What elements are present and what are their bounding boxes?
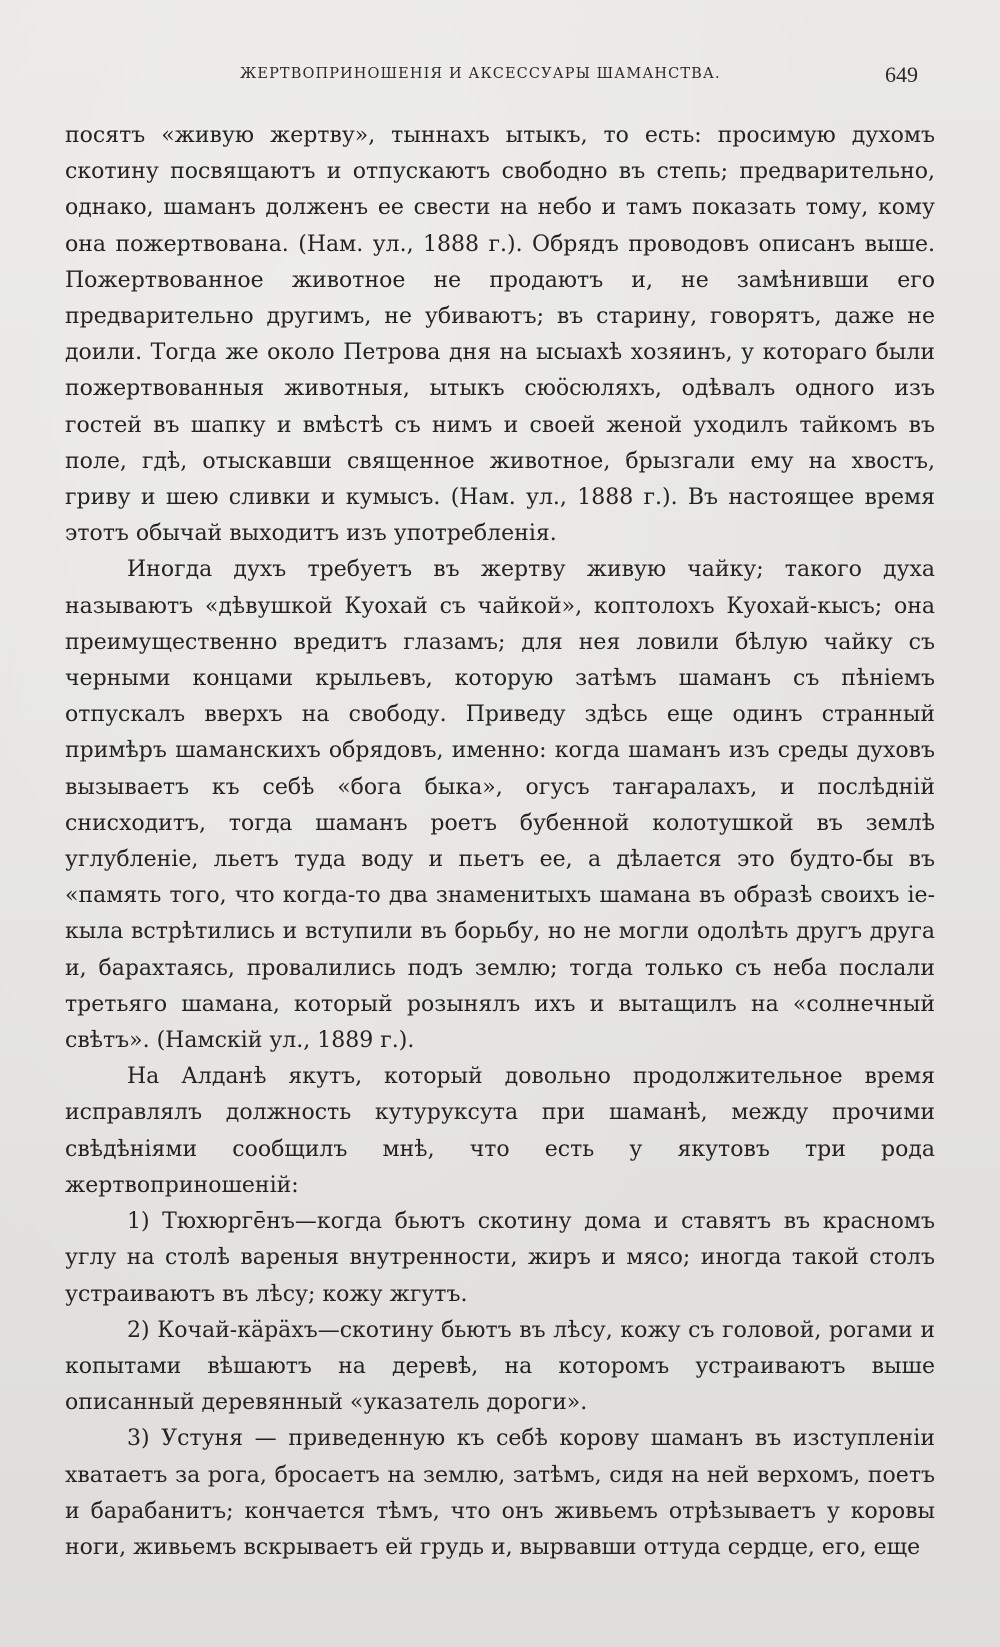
body-text xyxy=(65,118,935,1566)
list-item-3: 3) Устуня — приведенную къ себѣ корову шаманъ въ изступленіи хватаетъ за рога, бросаетъ на землю, затѣмъ, сидя на ней верхомъ, поетъ и барабанитъ; кончается тѣмъ, что онъ живьемъ отрѣзываетъ у коровы ноги, живьемъ вскрываетъ ей грудь и, вырвавши оттуда сердце, его, еще xyxy=(65,1426,935,1560)
paragraph-1: посятъ «живую жертву», тыннахъ ытыкъ, то есть: просимую духомъ скотину посвящаютъ и отпускаютъ свободно въ степь; предварительно, однако, шаманъ долженъ ее свести на небо и тамъ показать тому, кому она пожертвована. (Нам. ул., 1888 г.). Обрядъ проводовъ описанъ выше. Пожертвованное животное не продаютъ и, не замѣнивши его предварительно другимъ, не убиваютъ; въ старину, говорятъ, даже не доили. Тогда же около Петрова дня на ысыахѣ хозяинъ, у котораго были пожертвованныя животныя, ытыкъ сюöсюляхъ, одѣвалъ одного изъ гостей въ шапку и вмѣстѣ съ нимъ и своей женой уходилъ тайкомъ въ поле, гдѣ, отыскавши священное животное, брызгали ему на хвостъ, гриву и шею сливки и кумысъ. (Нам. ул., 1888 г.). Въ настоящее время этотъ обычай выходитъ изъ употребленія. xyxy=(65,123,935,547)
page-number: 649 xyxy=(885,62,918,87)
paragraph-2: Иногда духъ требуетъ въ жертву живую чайку; такого духа называютъ «дѣвушкой Куохай съ чайкой», коптолохъ Куохай-кысъ; она преимущественно вредитъ глазамъ; для нея ловили бѣлую чайку съ черными концами крыльевъ, которую затѣмъ шаманъ съ пѣніемъ отпускалъ вверхъ на свободу. Приведу здѣсь еще одинъ странный примѣръ шаманскихъ обрядовъ, именно: когда шаманъ изъ среды духовъ вызываетъ къ себѣ «бога быка», огусъ таҥаралахъ, и послѣдній снисходитъ, тогда шаманъ роетъ бубенной колотушкой въ землѣ углубленіе, льетъ туда воду и пьетъ ее, а дѣлается это будто-бы въ «память того, что когда-то два знаменитыхъ шамана въ образѣ своихъ іе-кыла встрѣтились и вступили въ борьбу, но не могли одолѣть другъ друга и, барахтаясь, провалились подъ землю; тогда только съ неба послали третьяго шамана, который розынялъ ихъ и вытащилъ на «солнечный свѣтъ». (Намскій ул., 1889 г.). xyxy=(65,557,935,1054)
running-title: ЖЕРТВОПРИНОШЕНІЯ И АКСЕССУАРЫ ШАМАНСТВА. xyxy=(240,66,721,82)
list-item-2: 2) Кочай-кäрäхъ—скотину бьютъ въ лѣсу, кожу съ головой, рогами и копытами вѣшаютъ на деревѣ, на которомъ устраиваютъ выше описанный деревянный «указатель дороги». xyxy=(65,1317,935,1416)
paragraph-3: На Алданѣ якутъ, который довольно продолжительное время исправлялъ должность кутуруксута при шаманѣ, между прочими свѣдѣніями сообщилъ мнѣ, что есть у якутовъ три рода жертвоприношеній: xyxy=(65,1064,935,1198)
page-header xyxy=(0,62,1000,96)
list-item-1: 1) Тюхюргēнъ—когда бьютъ скотину дома и ставятъ въ красномъ углу на столѣ вареныя внутренности, жиръ и мясо; иногда такой столъ устраиваютъ въ лѣсу; кожу жгутъ. xyxy=(65,1209,935,1307)
